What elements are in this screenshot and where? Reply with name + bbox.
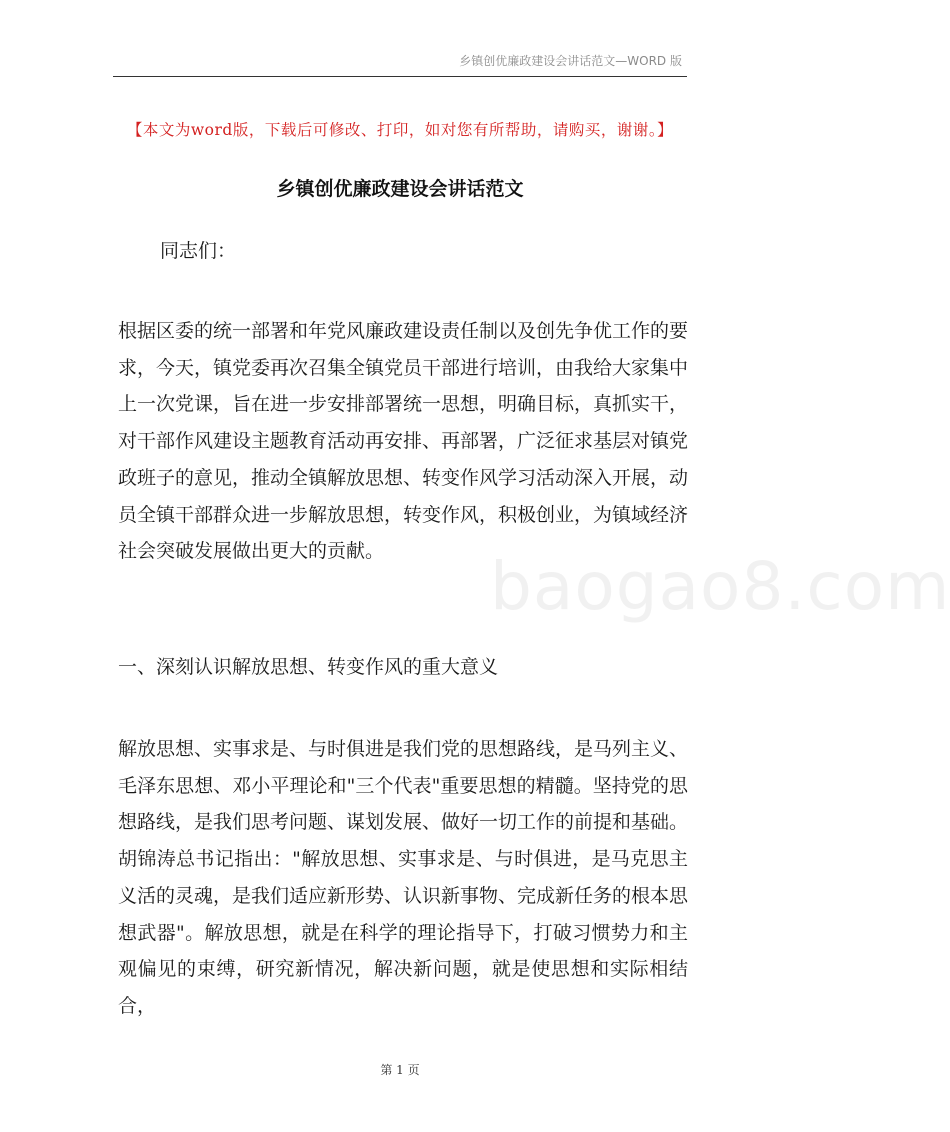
watermark: baogao8.com (490, 548, 950, 625)
purchase-notice: 【本文为word版，下载后可修改、打印，如对您有所帮助，请购买，谢谢。】 (126, 121, 674, 139)
running-header: 乡镇创优廉政建设会讲话范文—WORD 版 (459, 54, 682, 68)
page-number: 第 1 页 (380, 1063, 420, 1077)
document-title: 乡镇创优廉政建设会讲话范文 (276, 178, 524, 200)
greeting: 同志们： (160, 240, 237, 262)
section-heading-1: 一、深刻认识解放思想、转变作风的重大意义 (118, 656, 499, 678)
header-rule (113, 76, 687, 77)
paragraph-1: 根据区委的统一部署和年党风廉政建设责任制以及创先争优工作的要求，今天，镇党委再次召集全镇党员干部进行培训，由我给大家集中上一次党课，旨在进一步安排部署统一思想，明确目标，真抓实干，对干部作风建设主题教育活动再安排、再部署，广泛征求基层对镇党政班子的意见，推动全镇解放思想、转变作风学习活动深入开展，动员全镇干部群众进一步解放思想，转变作风，积极创业，为镇域经济社会突破发展做出更大的贡献。 (118, 320, 689, 563)
paragraph-2: 解放思想、实事求是、与时俱进是我们党的思想路线，是马列主义、毛泽东思想、邓小平理论和"三个代表"重要思想的精髓。坚持党的思想路线，是我们思考问题、谋划发展、做好一切工作的前提和基础。胡锦涛总书记指出："解放思想、实事求是、与时俱进，是马克思主义活的灵魂，是我们适应新形势、认识新事物、完成新任务的根本思想武器"。解放思想，就是在科学的理论指导下，打破习惯势力和主观偏见的束缚，研究新情况，解决新问题，就是使思想和实际相结合， (118, 738, 689, 1017)
